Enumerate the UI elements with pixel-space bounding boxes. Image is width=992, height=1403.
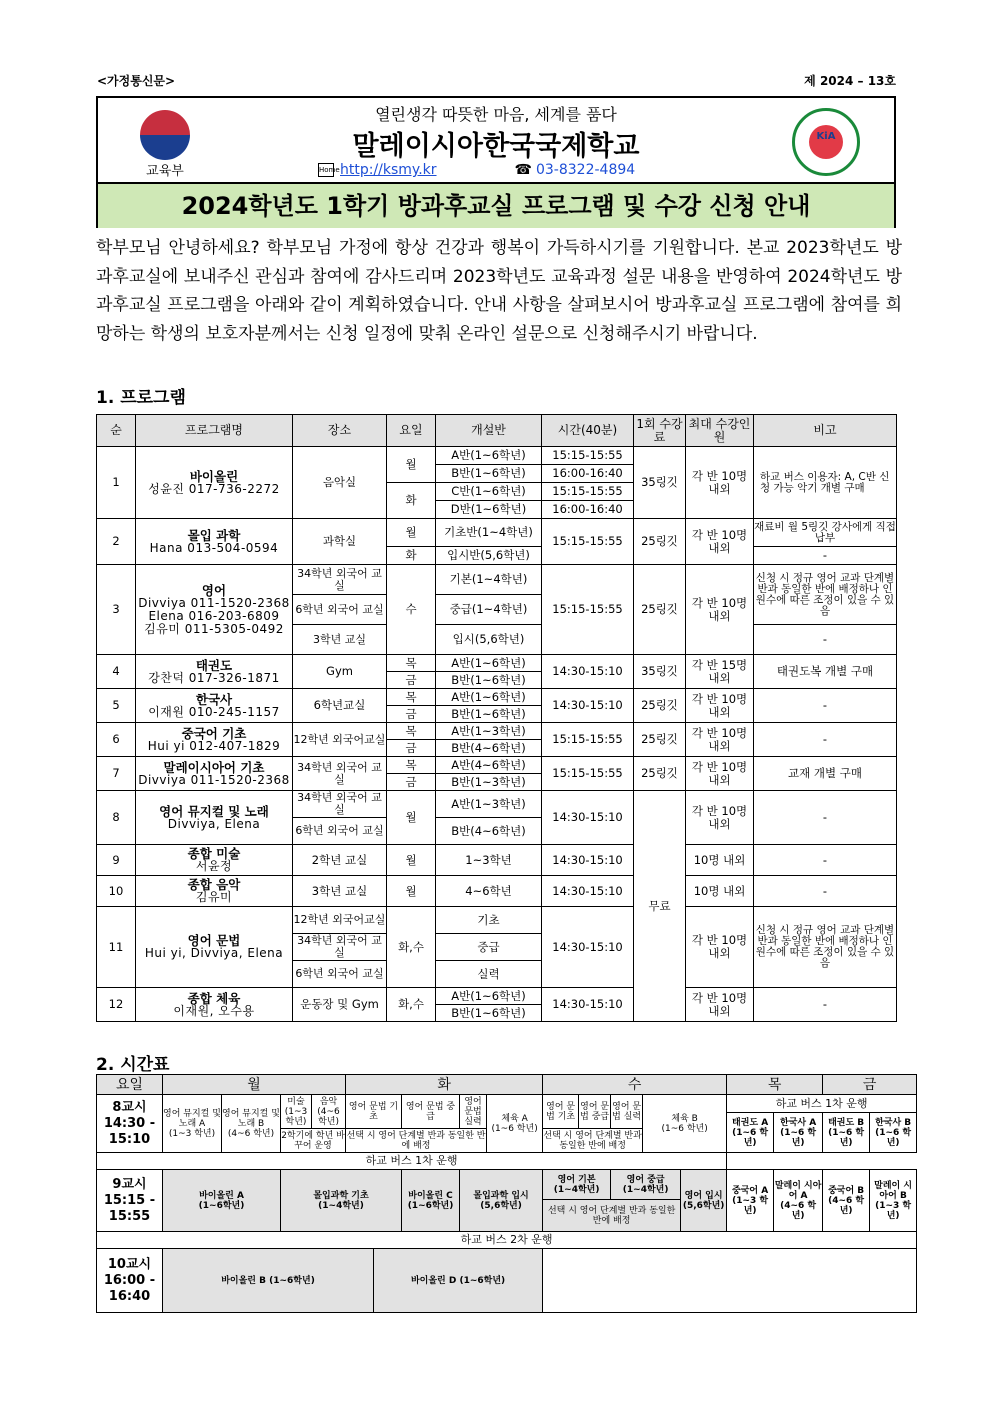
program-time: 15:15-15:55 [542,723,634,757]
tt-grade: (1~6 학년) [828,1127,865,1148]
program-title: 태권도 [195,657,233,673]
program-title: 말레이시아어 기초 [163,759,265,775]
tt-period-8: 8교시 14:30 - 15:10 [97,1095,163,1153]
tt-grade: (4~6 학년) [227,1128,275,1139]
tt-class: 말레이 시아어 B [874,1180,913,1201]
program-max: 각 반 10명 내외 [686,791,754,845]
program-class: 1~3학년 [436,845,542,876]
tt-class: 몰입과학 입시 [473,1190,529,1201]
table-row [97,907,897,934]
program-day: 화 [387,547,436,565]
program-class: A반(1~6학년) [436,689,542,706]
tt-class: 체육 B [671,1113,698,1124]
col-time: 시간(40분) [542,415,634,447]
tt-grade: (1~4학년) [318,1200,364,1211]
tt-class: 영어 기본 [557,1174,596,1185]
program-title: 바이올린 [189,468,239,484]
program-class: 입시(5,6학년) [436,625,542,655]
program-note: - [754,547,897,565]
tt-grade: (1~6 학년) [780,1127,817,1148]
tt-grade: (4~6 학년) [780,1200,817,1221]
program-place: 34학년 외국어 교실 [293,934,387,961]
tt-cell [281,1170,402,1232]
tt-class: 바이올린 D (1~6학년) [374,1249,543,1313]
program-class: 기초반(1~4학년) [436,519,542,547]
program-day: 금 [387,672,436,689]
row-no: 11 [97,907,136,988]
document-title: 2024학년도 1학기 방과후교실 프로그램 및 수강 신청 안내 [98,182,894,228]
program-day: 수 [387,565,436,655]
tt-cell [543,1170,611,1200]
tt-period-9: 9교시 15:15 - 15:55 [97,1170,163,1232]
tt-row [97,1170,917,1200]
program-name [136,988,293,1022]
program-class: 중급 [436,934,542,961]
tt-grade: (1~4학년) [553,1184,600,1195]
issue-number: 제 2024 – 13호 [804,74,896,88]
program-day: 월 [387,447,436,483]
tt-class: 영어 뮤지컬 및 노래 A [163,1108,221,1129]
tt-cell [681,1170,727,1232]
tt-cell [281,1095,312,1129]
program-day: 화 [387,483,436,519]
program-class: A반(4~6학년) [436,757,542,774]
ministry-label: 교육부 [146,164,184,179]
program-day: 목 [387,757,436,774]
tt-grade: (1~4학년) [622,1184,669,1195]
tt-class: 미술 [287,1096,305,1107]
program-day: 월 [387,791,436,845]
tt-period-10: 10교시 16:00 - 16:40 [97,1249,163,1313]
program-fee: 35링깃 [634,655,686,689]
school-name: 말레이시아한국국제학교 [352,131,640,162]
tt-grade: (1~6 학년) [732,1127,769,1148]
program-time: 15:15-15:55 [542,565,634,655]
program-day: 월 [387,519,436,547]
tt-class: 영어 문법 중급 [579,1095,611,1129]
tt-grade: (4~6 학년) [317,1106,340,1127]
tt-note: 선택 시 영어 단계별 반과 동일한 반에 배정 [346,1130,486,1151]
timetable [96,1074,917,1313]
program-note: - [754,791,897,845]
program-teacher: Divviya 011-1520-2368 [138,772,290,787]
tt-head-mon: 월 [163,1075,346,1095]
program-title: 중국어 기초 [181,725,247,741]
tt-class: 체육 A [501,1113,528,1124]
program-fee: 25링깃 [634,689,686,723]
program-note: 교재 개별 구매 [754,757,897,791]
tt-cell [774,1113,823,1153]
program-time: 14:30-15:10 [542,655,634,689]
program-note: 하교 버스 이용자: A, C반 신청 가능 악기 개별 구매 [754,447,897,519]
program-fee-free: 무료 [634,791,686,1022]
tt-cell [774,1170,823,1232]
program-time: 15:15-15:55 [542,519,634,565]
program-day: 목 [387,655,436,672]
program-fee: 35링깃 [634,447,686,519]
program-name [136,757,293,791]
tt-cell [222,1095,281,1153]
home-icon: Home [318,163,334,177]
tt-cell [823,1170,870,1232]
school-logo [792,108,860,176]
tt-grade: (1~3 학년) [168,1128,216,1139]
program-day: 목 [387,689,436,706]
program-teacher: 김유미 011-5305-0492 [144,621,284,636]
tt-grade: (4~6 학년) [828,1195,865,1216]
program-name [136,907,293,988]
tt-class: 영어 중급 [626,1174,665,1185]
program-max: 각 반 10명 내외 [686,757,754,791]
tt-class: 영어 문법 기초 [543,1095,579,1129]
tt-class: 영어 뮤지컬 및 노래 B [222,1108,280,1129]
program-max: 각 반 10명 내외 [686,689,754,723]
program-note: - [754,625,897,655]
program-class: 기본(1~4학년) [436,565,542,595]
program-header-row [97,415,897,447]
tt-class: 영어 문법 실력 [460,1095,487,1129]
tt-grade: (5,6학년) [480,1200,522,1211]
school-url[interactable]: http://ksmy.kr [340,162,437,178]
intro-text [96,234,902,348]
program-title: 종합 미술 [187,846,241,861]
tt-grade: (1~6 학년) [661,1123,708,1134]
program-fee: 25링깃 [634,723,686,757]
program-day: 목 [387,723,436,740]
tt-cell [727,1170,774,1232]
program-time: 14:30-15:10 [542,845,634,876]
tt-row [97,1153,917,1170]
program-place: 6학년교실 [293,689,387,723]
program-note: 신청 시 정규 영어 교과 단계별 반과 동일한 반에 배정하나 인원수에 따른 조정이 있을 수 있음 [754,907,897,988]
program-title: 몰입 과학 [187,527,241,543]
school-contact [318,162,635,178]
program-day: 월 [387,845,436,876]
program-max: 각 반 10명 내외 [686,723,754,757]
program-max: 각 반 15명 내외 [686,655,754,689]
program-teacher: 이재원, 오수용 [173,1003,255,1018]
tt-class: 태권도 B [828,1117,865,1128]
program-fee: 25링깃 [634,757,686,791]
program-place: 과학실 [293,519,387,565]
program-table [96,414,897,1022]
tt-class: 영어 입시 [684,1190,723,1201]
program-teacher: Divviya 011-1520-2368 [138,595,290,610]
program-time: 14:30-15:10 [542,791,634,845]
col-name: 프로그램명 [136,415,293,447]
program-teacher: 강찬덕 017-326-1871 [148,670,280,685]
program-fee: 25링깃 [634,565,686,655]
tt-cell [870,1113,917,1153]
program-day: 금 [387,740,436,757]
letter-header [96,96,896,228]
tt-head-thu: 목 [727,1075,823,1095]
program-class: B반(1~6학년) [436,465,542,483]
program-teacher: 이재원 010-245-1157 [148,704,280,719]
program-place: 음악실 [293,447,387,519]
table-row [97,723,897,740]
school-slogan: 열린생각 따뜻한 마음, 세계를 품다 [375,105,617,124]
program-fee: 25링깃 [634,519,686,565]
table-row [97,791,897,818]
tt-note: 선택 시 영어 단계별 반과 동일한 반에 배정 [543,1200,681,1232]
program-max: 각 반 10명 내외 [686,988,754,1022]
program-time: 16:00-16:40 [542,465,634,483]
row-no: 12 [97,988,136,1022]
program-title: 종합 체육 [187,990,241,1006]
section-programs-heading: 1. 프로그램 [96,388,186,408]
program-teacher: 서윤정 [195,859,233,873]
program-name [136,876,293,907]
tt-cell [460,1170,543,1232]
program-time: 16:00-16:40 [542,501,634,519]
program-day: 화,수 [387,988,436,1022]
program-place: 6학년 외국어 교실 [293,818,387,845]
program-title: 종합 음악 [187,877,241,892]
program-place: 2학년 교실 [293,845,387,876]
row-no: 8 [97,791,136,845]
program-class: 중급(1~4학년) [436,595,542,625]
program-title: 영어 뮤지컬 및 노래 [159,803,269,819]
program-note: - [754,723,897,757]
school-logo-text: KiA [816,131,836,142]
tt-cell [611,1170,681,1200]
tt-grade: (1~6 학년) [875,1127,912,1148]
program-teacher: Hui yi, Divviya, Elena [144,946,284,960]
program-max: 각 반 10명 내외 [686,565,754,655]
tt-cell [823,1113,870,1153]
program-class: 입시반(5,6학년) [436,547,542,565]
section-timetable-heading: 2. 시간표 [96,1055,170,1075]
phone-icon: ☎ [514,162,532,178]
program-class: 실력 [436,961,542,988]
tt-grade: (1~3 학년) [284,1106,308,1127]
tt-head-wed: 수 [543,1075,727,1095]
row-no: 3 [97,565,136,655]
program-time: 14:30-15:10 [542,876,634,907]
tt-head-fri: 금 [823,1075,917,1095]
program-teacher: Divviya, Elena [167,816,261,831]
tt-class: 중국어 A [732,1185,769,1196]
row-no: 2 [97,519,136,565]
program-teacher: Hana 013-504-0594 [149,540,279,555]
col-day: 요일 [387,415,436,447]
row-no: 5 [97,689,136,723]
tt-empty [543,1249,917,1313]
col-place: 장소 [293,415,387,447]
program-note: - [754,845,897,876]
tt-cell [163,1095,222,1153]
program-note: 신청 시 정규 영어 교과 단계별 반과 동일한 반에 배정하나 인원수에 따른 조정이 있을 수 있음 [754,565,897,625]
program-place: 운동장 및 Gym [293,988,387,1022]
top-line [97,72,896,90]
tt-grade: (1~6학년) [407,1200,454,1211]
table-row [97,876,897,907]
timetable-header [97,1075,917,1095]
tt-bus: 하교 버스 2차 운행 [97,1232,917,1249]
program-class: 4~6학년 [436,876,542,907]
tt-class: 영어 문법 중급 [402,1095,460,1129]
tt-bus: 하교 버스 1차 운행 [727,1095,917,1113]
tt-row [97,1249,917,1313]
tt-class: 바이올린 C [408,1190,453,1201]
row-no: 10 [97,876,136,907]
program-max: 10명 내외 [686,876,754,907]
program-class: B반(4~6학년) [436,740,542,757]
program-max: 각 반 10명 내외 [686,447,754,519]
program-teacher: Hui yi 012-407-1829 [147,738,281,753]
program-name [136,447,293,519]
tt-cell [643,1095,727,1153]
tt-bus: 하교 버스 1차 운행 [97,1153,727,1170]
program-class: C반(1~6학년) [436,483,542,501]
tt-class: 한국사 B [875,1117,912,1128]
program-class: D반(1~6학년) [436,501,542,519]
program-teacher: Elena 016-203-6809 [148,608,280,623]
table-row [97,447,897,465]
program-time: 14:30-15:10 [542,988,634,1022]
program-place: 12학년 외국어교실 [293,907,387,934]
program-time: 15:15-15:55 [542,483,634,501]
col-note: 비고 [754,415,897,447]
tt-cell [487,1095,543,1153]
tt-grade: (1~6학년) [198,1200,245,1211]
program-class: A반(1~6학년) [436,988,542,1005]
program-note: - [754,876,897,907]
tt-grade: (5,6학년) [682,1200,725,1211]
row-no: 6 [97,723,136,757]
table-row [97,988,897,1005]
program-place: 6학년 외국어 교실 [293,595,387,625]
tt-note: 2학기에 학년 바꾸어 운영 [281,1130,345,1151]
program-name [136,791,293,845]
program-class: B반(1~3학년) [436,774,542,791]
program-day: 금 [387,774,436,791]
program-title: 영어 문법 [187,933,241,948]
program-note: 태권도복 개별 구매 [754,655,897,689]
program-class: B반(1~6학년) [436,706,542,723]
tt-class: 몰입과학 기초 [313,1190,369,1201]
tt-class: 태권도 A [732,1117,769,1128]
program-place: 34학년 외국어 교실 [293,791,387,818]
program-name [136,519,293,565]
tt-cell [727,1113,774,1153]
program-place: 3학년 교실 [293,876,387,907]
program-day: 월 [387,876,436,907]
col-max: 최대 수강인원 [686,415,754,447]
col-fee: 1회 수강료 [634,415,686,447]
row-no: 7 [97,757,136,791]
tt-class: 바이올린 B (1~6학년) [163,1249,374,1313]
col-no: 순 [97,415,136,447]
program-class: B반(4~6학년) [436,818,542,845]
doc-type-label: <가정통신문> [97,74,176,88]
tt-note: 선택 시 영어 단계별 반과 동일한 반에 배정 [543,1130,642,1151]
program-teacher: 김유미 [195,890,233,904]
tt-class: 말레이 시아어 A [774,1180,822,1201]
table-row [97,519,897,547]
program-title: 한국사 [195,691,233,707]
program-note: - [754,689,897,723]
program-max: 각 반 10명 내외 [686,907,754,988]
intro-paragraph: 학부모님 안녕하세요? 학부모님 가정에 항상 건강과 행복이 가득하시기를 기원합니다. 본교 2023학년도 방과후교실에 보내주신 관심과 참여에 감사드리며 2023학년도 교육과정 설문 내용을 반영하여 2024학년도 방과후교실 프로그램을 아래와 같이 계획하였습니다. 안내 사항을 살펴보시어 방과후교실 프로그램에 참여를 희망하는 학생의 보호자분께서는 신청 일정에 맞춰 온라인 설문으로 신청해주시기 바랍니다. [96,238,902,344]
program-title: 영어 [201,582,227,598]
table-row [97,565,897,595]
program-teacher: 성윤진 017-736-2272 [148,481,280,496]
program-time: 14:30-15:10 [542,689,634,723]
program-class: B반(1~6학년) [436,672,542,689]
program-day: 금 [387,706,436,723]
program-class: A반(1~6학년) [436,655,542,672]
tt-class: 영어 문법 기초 [346,1095,402,1129]
program-class: A반(1~6학년) [436,447,542,465]
tt-row [97,1095,917,1113]
program-place: 12학년 외국어교실 [293,723,387,757]
tt-cell [402,1170,460,1232]
program-note: 재료비 월 5링깃 강사에게 직접 납부 [754,519,897,547]
program-class: A반(1~3학년) [436,791,542,818]
table-row [97,655,897,672]
tt-grade: (1~3 학년) [732,1195,769,1216]
row-no: 9 [97,845,136,876]
program-place: 3학년 교실 [293,625,387,655]
row-no: 1 [97,447,136,519]
program-place: 34학년 외국어 교실 [293,565,387,595]
table-row [97,689,897,706]
table-row [97,845,897,876]
program-name [136,723,293,757]
program-class: 기초 [436,907,542,934]
program-name [136,689,293,723]
school-phone: 03-8322-4894 [535,162,636,178]
program-name [136,845,293,876]
tt-class: 한국사 A [780,1117,817,1128]
program-place: Gym [293,655,387,689]
table-row [97,757,897,774]
program-time: 15:15-15:55 [542,757,634,791]
program-place: 6학년 외국어 교실 [293,961,387,988]
tt-class: 영어 문법 실력 [611,1095,643,1129]
tt-head-day: 요일 [97,1075,163,1095]
tt-cell [312,1095,346,1129]
program-time: 15:15-15:55 [542,447,634,465]
tt-head-tue: 화 [346,1075,543,1095]
col-class: 개설반 [436,415,542,447]
tt-cell [163,1170,281,1232]
tt-class: 바이올린 A [199,1190,244,1201]
program-day: 화,수 [387,907,436,988]
program-class: A반(1~3학년) [436,723,542,740]
tt-cell [870,1170,917,1232]
tt-class: 음악 [319,1096,338,1107]
program-name [136,565,293,655]
row-no: 4 [97,655,136,689]
program-max: 각 반 10명 내외 [686,519,754,565]
program-note: - [754,988,897,1022]
program-time: 14:30-15:10 [542,907,634,988]
tt-class: 중국어 B [828,1185,865,1196]
program-class: B반(1~6학년) [436,1005,542,1022]
program-max: 10명 내외 [686,845,754,876]
program-name [136,655,293,689]
tt-grade: (1~3 학년) [875,1200,912,1221]
program-place: 34학년 외국어 교실 [293,757,387,791]
tt-grade: (1~6 학년) [491,1123,538,1134]
tt-row [97,1232,917,1249]
